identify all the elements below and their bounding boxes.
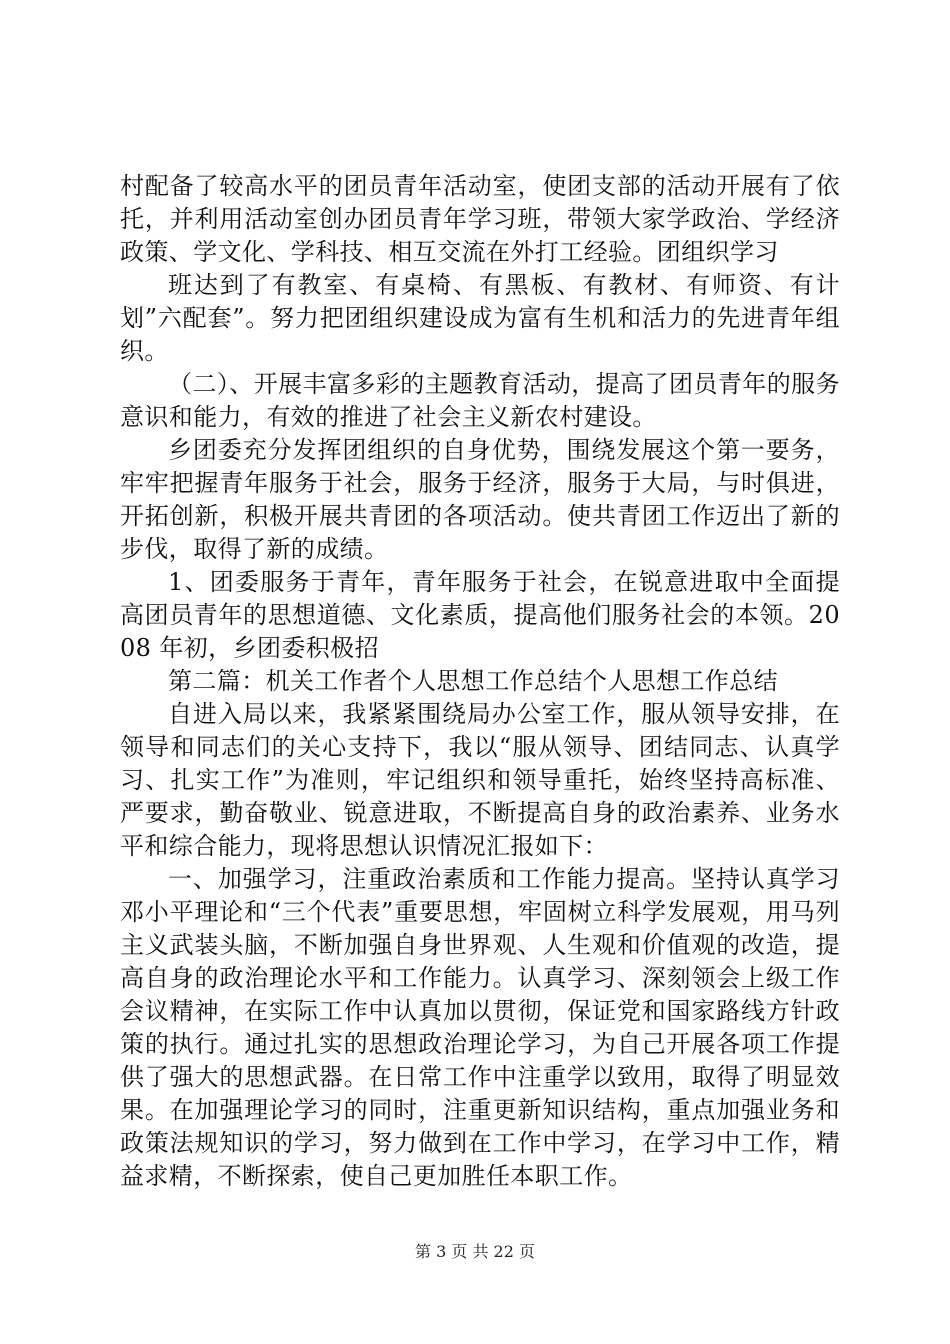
paragraph-4: 乡团委充分发挥团组织的自身优势，围绕发展这个第一要务，牢牢把握青年服务于社会，服务于经济，服务于大局，与时俱进，开拓创新，积极开展共青团的各项活动。使共青团工作迈出了新的步伐，取得了新的成绩。 — [120, 436, 840, 563]
paragraph-1: 村配备了较高水平的团员青年活动室，使团支部的活动开展有了依托，并利用活动室创办团员青年学习班，带领大家学政治、学经济政策、学文化、学科技、相互交流在外打工经验。团组织学习 — [120, 172, 840, 266]
paragraph-3: （二）、开展丰富多彩的主题教育活动，提高了团员青年的服务意识和能力，有效的推进了社会主义新农村建设。 — [120, 370, 840, 431]
section-title: 第二篇：机关工作者个人思想工作总结个人思想工作总结 — [168, 667, 778, 695]
page-number-footer: 第 3 页 共 22 页 — [415, 1242, 535, 1261]
paragraph-7: 一、加强学习，注重政治素质和工作能力提高。坚持认真学习邓小平理论和“三个代表”重要思想，牢固树立科学发展观，用马列主义武装头脑，不断加强自身世界观、人生观和价值观的改造，提高自身的政治理论水平和工作能力。认真学习、深刻领会上级工作会议精神，在实际工作中认真加以贯彻，保证党和国家路线方针政策的执行。通过扎实的思想政治理论学习，为自己开展各项工作提供了强大的思想武器。在日常工作中注重学以致用，取得了明显效果。在加强理论学习的同时，注重更新知识结构，重点加强业务和政策法规知识的学习，努力做到在工作中学习，在学习中工作，精益求精，不断探索，使自己更加胜任本职工作。 — [120, 865, 840, 1190]
document-body — [120, 170, 840, 1193]
paragraph-6: 自进入局以来，我紧紧围绕局办公室工作，服从领导安排，在领导和同志们的关心支持下，我以“服从领导、团结同志、认真学习、扎实工作”为准则，牢记组织和领导重托，始终坚持高标准、严要求，勤奋敬业、锐意进取，不断提高自身的政治素养、业务水平和综合能力，现将思想认识情况汇报如下： — [120, 700, 840, 860]
paragraph-5: 1、团委服务于青年，青年服务于社会，在锐意进取中全面提高团员青年的思想道德、文化素质，提高他们服务社会的本领。2008 年初，乡团委积极招 — [120, 568, 840, 662]
paragraph-2: 班达到了有教室、有桌椅、有黑板、有教材、有师资、有计划”六配套”。努力把团组织建设成为富有生机和活力的先进青年组织。 — [120, 271, 840, 365]
